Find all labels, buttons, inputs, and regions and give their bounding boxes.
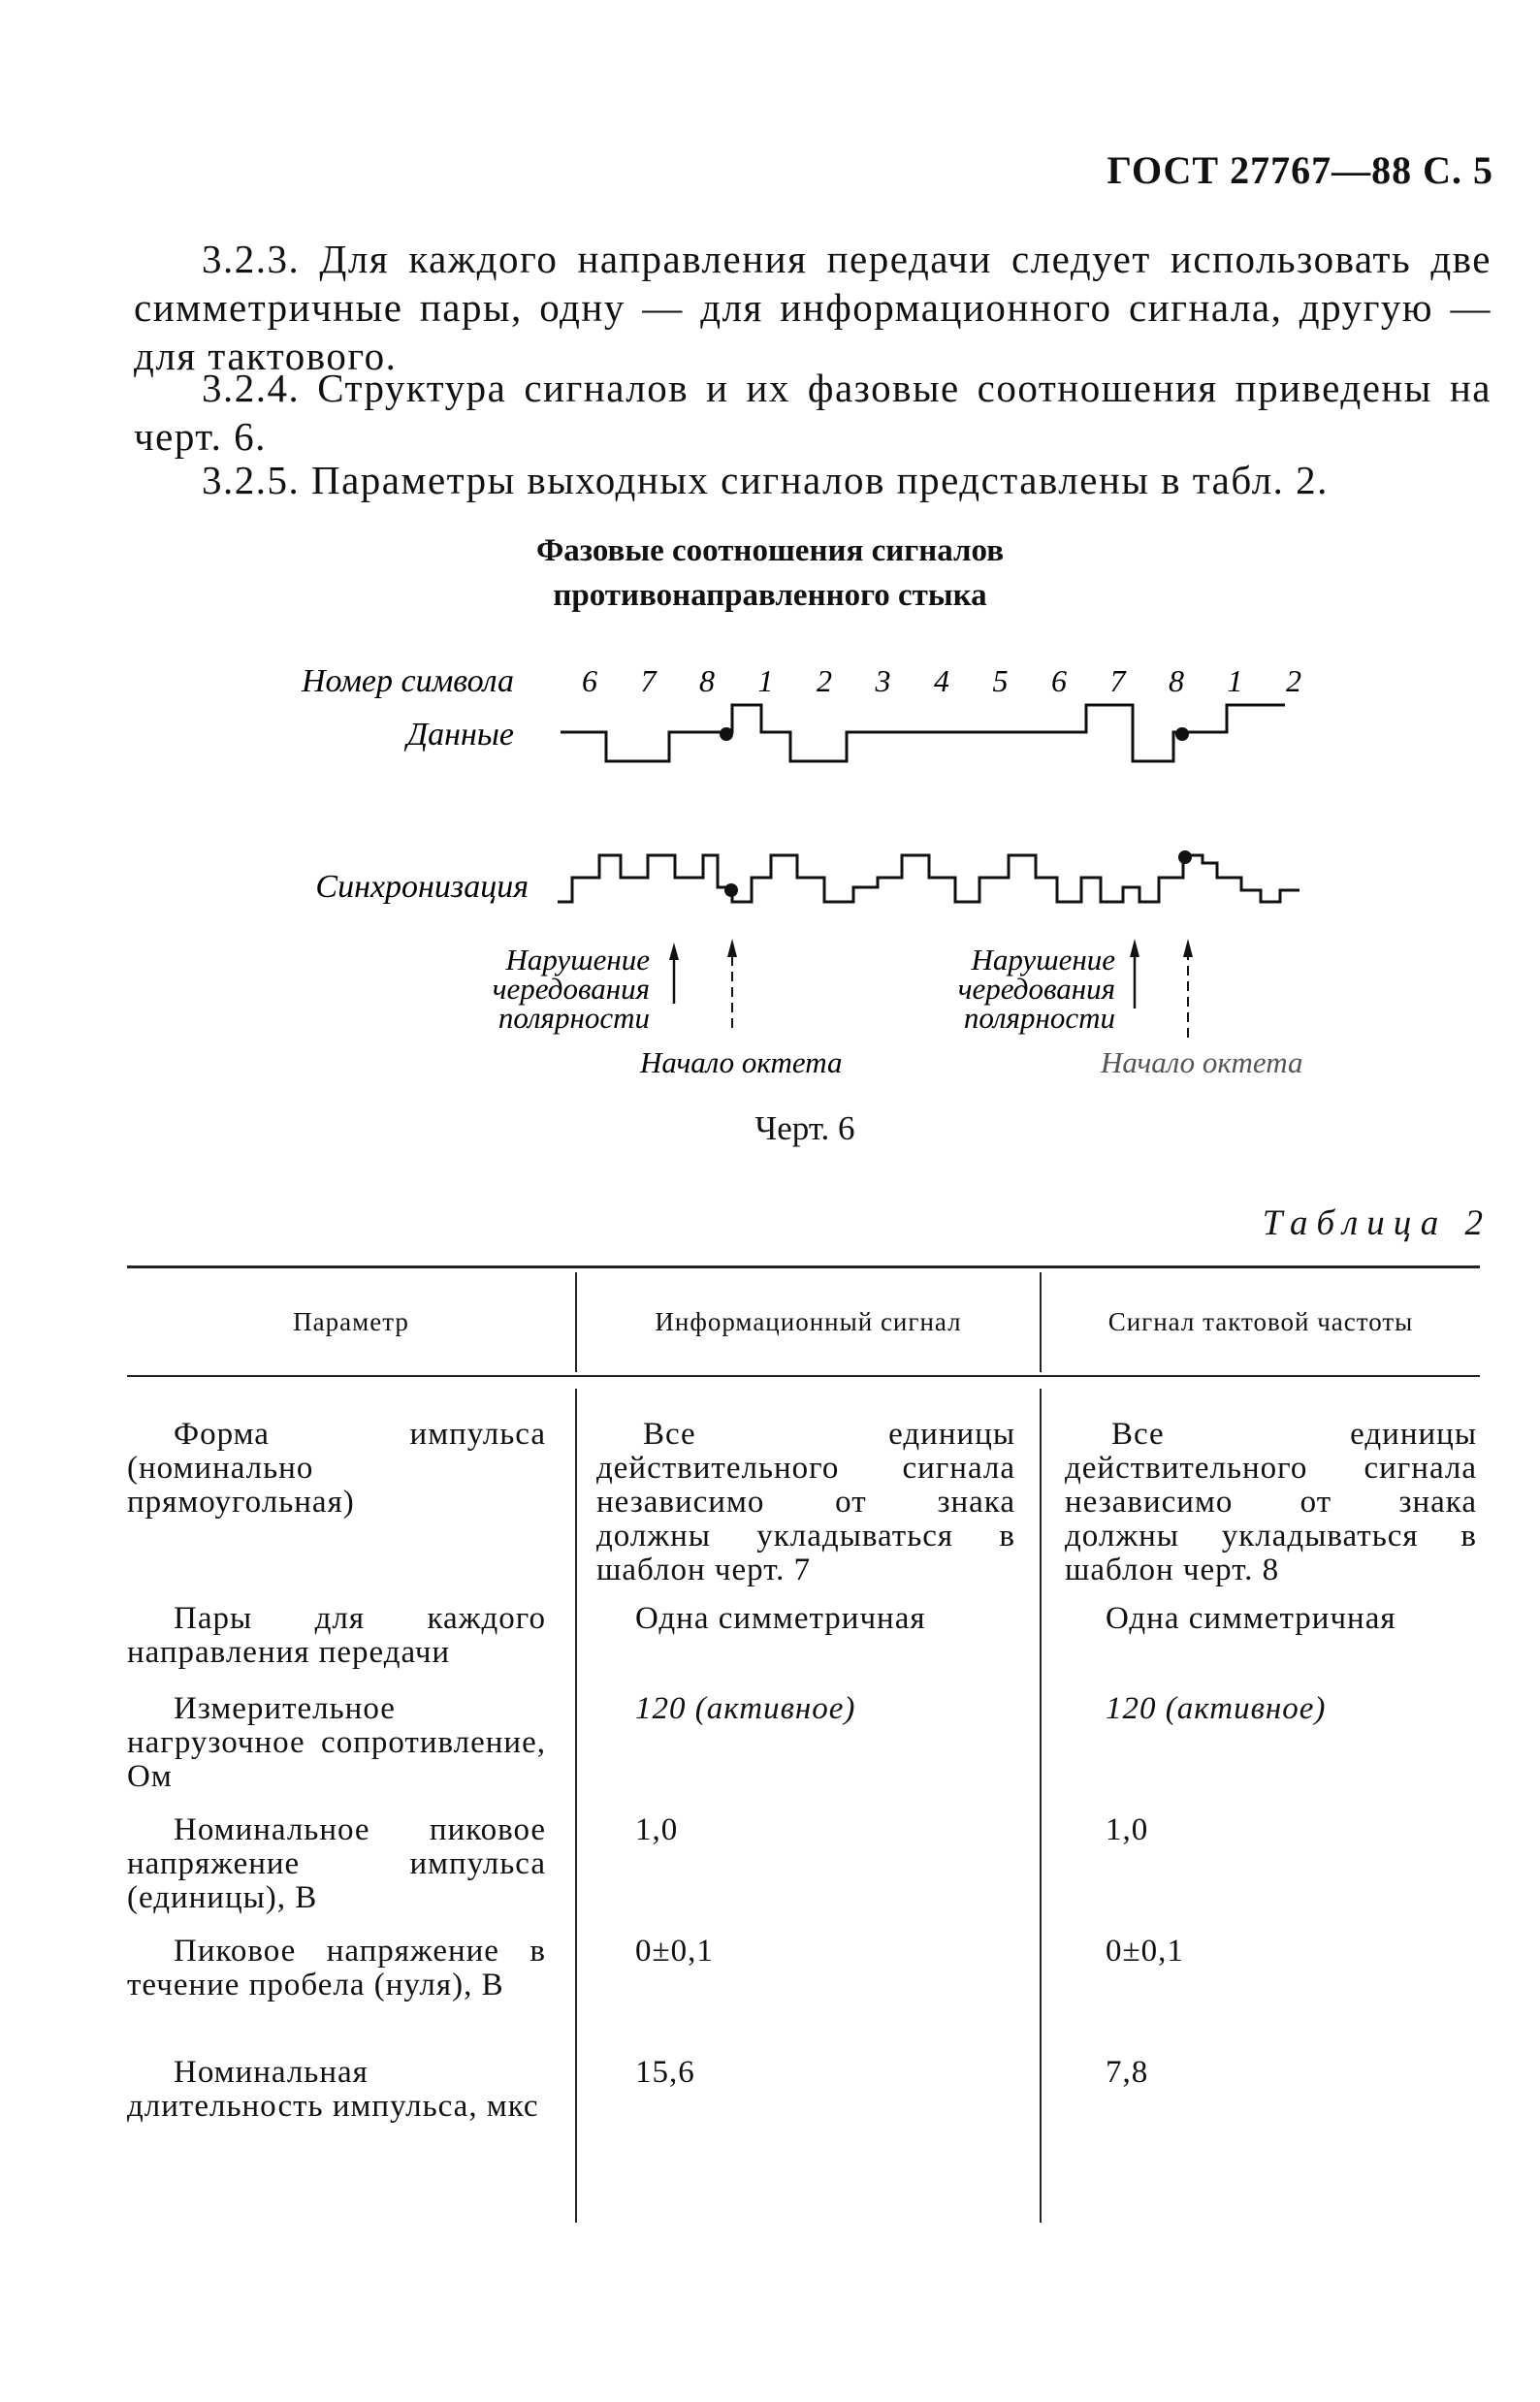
symbol-number: 1 bbox=[757, 663, 774, 698]
annotation-violation-right-line3: полярности bbox=[963, 1001, 1115, 1035]
symbol-numbers bbox=[582, 663, 1301, 698]
figure-caption: Черт. 6 bbox=[754, 1109, 855, 1147]
table-cell-r3-clock: 120 (активное) bbox=[1106, 1691, 1327, 1726]
annotation-octet-left: Начало октета bbox=[640, 1045, 843, 1079]
table-cell-r1-clock: Все единицы действительного сигнала независимо от знака должны укладываться в шаблон черт. 8 bbox=[1065, 1417, 1477, 1587]
annotation-octet-right: Начало октета bbox=[1101, 1045, 1303, 1079]
figure-title-line1: Фазовые соотношения сигналов bbox=[535, 533, 1005, 568]
table-cell-r5-param: Пиковое напряжение в течение пробела (нуля), В bbox=[127, 1934, 546, 2002]
symbol-number: 6 bbox=[1051, 663, 1067, 698]
table-cell-r1-param: Форма импульса (номинально прямоугольная) bbox=[127, 1417, 546, 1520]
symbol-number: 7 bbox=[640, 663, 657, 698]
annotation-violation-left-line1: Нарушение bbox=[505, 943, 650, 977]
table-cell-r5-clock: 0±0,1 bbox=[1106, 1934, 1184, 1969]
body-col-divider-1 bbox=[575, 1389, 577, 2223]
page-header: ГОСТ 27767—88 С. 5 bbox=[1107, 148, 1493, 192]
symbol-number: 7 bbox=[1109, 663, 1126, 698]
table-cell-r3-info: 120 (активное) bbox=[635, 1691, 856, 1726]
symbol-row-label: Номер символа bbox=[301, 663, 514, 699]
symbol-number: 3 bbox=[875, 663, 891, 698]
body-col-divider-2 bbox=[1040, 1389, 1042, 2223]
paragraph-3-2-5: 3.2.5. Параметры выходных сигналов представлены в табл. 2. bbox=[202, 458, 1329, 502]
table-cell-r3-param: Измерительное нагрузочное сопротивление, Ом bbox=[127, 1691, 546, 1794]
arrowhead-violation-right bbox=[1130, 939, 1139, 957]
sync-marker-left bbox=[724, 883, 738, 897]
table-header-clock-signal: Сигнал тактовой частоты bbox=[1107, 1307, 1414, 1336]
table-cell-r4-info: 1,0 bbox=[635, 1812, 679, 1847]
table-top-rule bbox=[127, 1265, 1480, 1268]
table-cell-r2-param: Пары для каждого направления передачи bbox=[127, 1601, 546, 1670]
table-cell-r2-clock: Одна симметричная bbox=[1106, 1601, 1396, 1636]
annotation-violation-right-line2: чередования bbox=[957, 972, 1115, 1006]
arrowhead-octet-right bbox=[1183, 939, 1193, 957]
table-cell-r6-clock: 7,8 bbox=[1106, 2055, 1149, 2090]
annotation-violation-right-line1: Нарушение bbox=[971, 943, 1115, 977]
symbol-number: 4 bbox=[934, 663, 949, 698]
paragraph-3-2-3: 3.2.3. Для каждого направления передачи следует использовать две симметричные пары, одну — для информационного сигнала, другую — для тактового. bbox=[134, 237, 1492, 378]
symbol-number: 6 bbox=[582, 663, 597, 698]
symbol-number: 1 bbox=[1227, 663, 1243, 698]
timing-diagram bbox=[0, 650, 1540, 1086]
symbol-number: 5 bbox=[992, 663, 1009, 698]
table-cell-r6-param: Номинальная длительность импульса, мкс bbox=[127, 2055, 539, 2124]
data-marker-left bbox=[720, 727, 733, 741]
arrowhead-violation-left bbox=[669, 943, 679, 960]
table-cell-r2-info: Одна симметричная bbox=[635, 1601, 926, 1636]
annotation-violation-left-line3: полярности bbox=[497, 1001, 650, 1035]
figure-title-line2: противонаправленного стыка bbox=[553, 578, 987, 613]
table-header-parameter: Параметр bbox=[293, 1307, 409, 1336]
table-cell-r6-info: 15,6 bbox=[635, 2055, 695, 2090]
arrowhead-octet-left bbox=[727, 939, 737, 957]
symbol-number: 2 bbox=[1286, 663, 1301, 698]
table-cell-r1-info: Все единицы действительного сигнала независимо от знака должны укладываться в шаблон черт. 7 bbox=[596, 1417, 1015, 1587]
table-cell-r4-param: Номинальное пиковое напряжение импульса (единицы), В bbox=[127, 1812, 546, 1915]
table-cell-r4-clock: 1,0 bbox=[1106, 1812, 1149, 1847]
data-marker-right bbox=[1175, 727, 1189, 741]
table-title: Таблица 2 bbox=[1262, 1203, 1492, 1243]
data-row-label: Данные bbox=[406, 717, 514, 753]
table-header-info-signal: Информационный сигнал bbox=[655, 1307, 962, 1336]
annotation-violation-left-line2: чередования bbox=[492, 972, 650, 1006]
sync-row-label: Синхронизация bbox=[315, 869, 529, 905]
sync-marker-right bbox=[1178, 850, 1192, 864]
table-cell-r5-info: 0±0,1 bbox=[635, 1934, 714, 1969]
paragraph-3-2-4: 3.2.4. Структура сигналов и их фазовые соотношения приведены на черт. 6. bbox=[134, 366, 1492, 459]
symbol-number: 2 bbox=[817, 663, 832, 698]
table-header-rule bbox=[127, 1375, 1480, 1377]
symbol-number: 8 bbox=[699, 663, 715, 698]
symbol-number: 8 bbox=[1169, 663, 1184, 698]
